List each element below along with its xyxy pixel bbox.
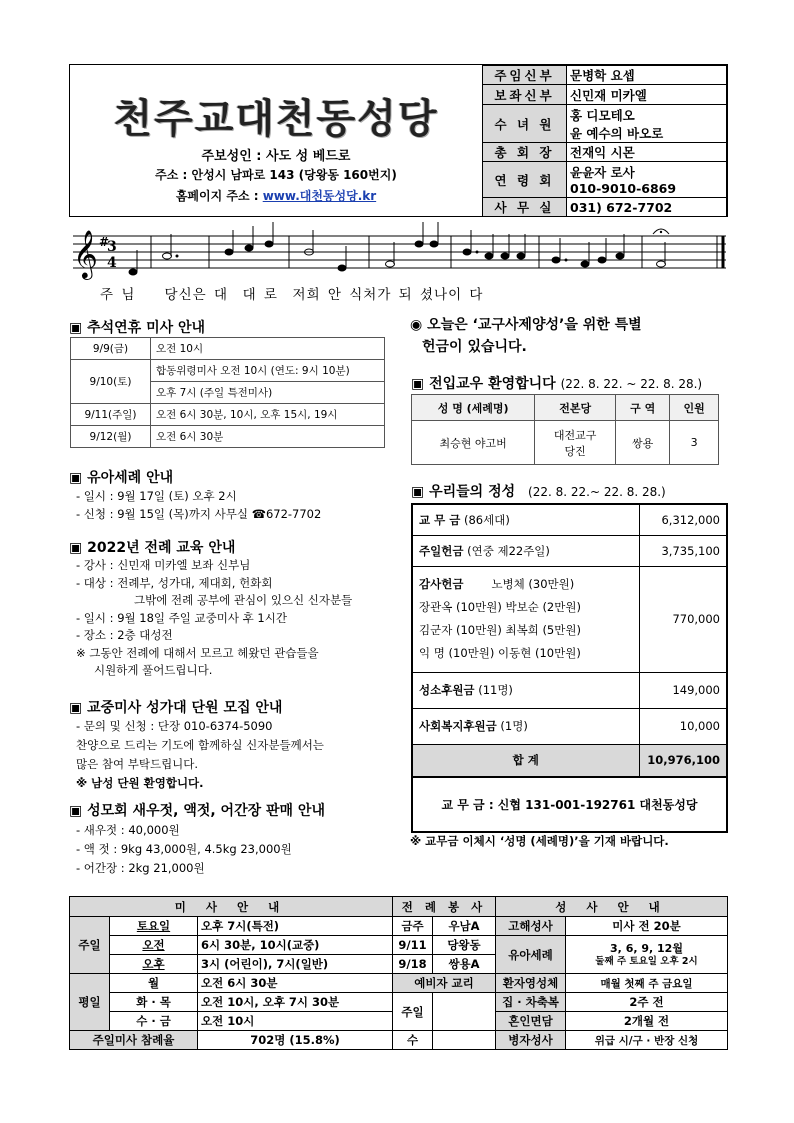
lyrics: 주 님 당신은 대 대 로 저희 안 식처가 되 셨나이 다	[100, 287, 484, 303]
svg-text:4: 4	[107, 255, 117, 271]
offering-title: ▣ 우리들의 정성 (22. 8. 22.~ 22. 8. 28.)	[411, 484, 666, 500]
svg-text:#: #	[99, 235, 110, 249]
liturgy-edu-list: - 강사 : 신민재 미카엘 보좌 신부님 - 대상 : 전례부, 성가대, 제대회, 헌화회 그밖에 전례 공부에 관심이 있으신 신자분들 - 일시 : 9월 18일 주일 교중미사 후 1시간 - 장소 : 2층 대성전 ※ 그동안 전례에 대해서 모르고 헤왔던 관습들을 시원하게 풀어드립니다.	[76, 558, 353, 677]
patron-saint: 주보성인 : 사도 성 베드로	[201, 149, 351, 164]
treble-clef-icon: 𝄞	[73, 229, 98, 278]
staff-table: 주임신부 문병학 요셉 보좌신부 신민재 미카엘 수 녀 원 홍 디모테오 윤 예수의 바오로 총 회 장 전재익 시몬 연 령 회 윤윤자 로사 010-9010-6869 사 무 실 031) 672-7702	[482, 65, 727, 217]
choir-list: - 문의 및 신청 : 단장 010-6374-5090 찬양으로 드리는 기도에 함께하실 신자분들께서는 많은 참여 부탁드립니다. ※ 남성 단원 환영합니다.	[76, 719, 324, 790]
liturgy-edu-title: ▣ 2022년 전례 교육 안내	[69, 540, 236, 556]
special-collection-notice: ◉ 오늘은 ‘교구사제양성’을 위한 특별 헌금이 있습니다.	[410, 317, 642, 355]
sale-title: ▣ 성모회 새우젓, 액젓, 어간장 판매 안내	[69, 803, 325, 819]
sale-list: - 새우젓 : 40,000원 - 액 젓 : 9kg 43,000원, 4.5kg 23,000원 - 어간장 : 2kg 21,000원	[76, 823, 292, 875]
schedule-table: 미 사 안 내 전 례 봉 사 성 사 안 내 주일 토요일 오후 7시(특전) 금주 우남A 고해성사 미사 전 20분 오전 6시 30분, 10시(교중) 9/11 당왕동 유아세례 3, 6, 9, 12월 둘째 주 토요일 오후 2시 오후 3시 (어린이), 7시(일반) 9/18 쌍용A 평일 월 오전 6시 30분 예비자 교리 환자영성체 매월 첫째 주 금요일 화 · 목 오전 10시, 오후 7시 30분 주일 집 · 차축복 2주 전 수 · 금 오전 10시 혼인면담 2개월 전 주일미사 참례율 702명 (15.8%) 수 병자성사 위급 시/구 · 반장 신청	[69, 896, 728, 1050]
chuseok-table: 9/9(금) 오전 10시 9/10(토) 합동위령미사 오전 10시 (연도: 9시 10분) 오후 7시 (주일 특전미사) 9/11(주일) 오전 6시 30분, 10시, 오후 15시, 19시 9/12(월) 오전 6시 30분	[70, 337, 385, 448]
infant-baptism-list: - 일시 : 9월 17일 (토) 오후 2시 - 신청 : 9월 15일 (목)까지 사무실 ☎672-7702	[76, 489, 322, 521]
welcome-table: 성 명 (세례명) 전본당 구 역 인원 최승현 야고버 대전교구 당진 쌍용 3	[411, 394, 719, 465]
svg-text:3: 3	[107, 239, 117, 255]
choir-title: ▣ 교중미사 성가대 단원 모집 안내	[69, 700, 283, 716]
homepage: 홈페이지 주소 : www.대천동성당.kr	[175, 189, 377, 203]
church-title: 천주교대천동성당	[113, 96, 439, 142]
offering-table: 교 무 금 (86세대) 6,312,000 주일헌금 (연중 제22주일) 3,735,100 감사헌금 노병체 (30만원) 장관옥 (10만원) 박보순 (2만원) 김군자 (10만원) 최복희 (5만원) 익 명 (10만원) 이동현 (10만원) 770,000 성소후원금 (11명) 149,000 사회복지후원금 (1명) 10,000 합 계 10,976,100 교 무 금 : 신협 131-001-192761 대천동성당	[411, 503, 728, 833]
welcome-title: ▣ 전입교우 환영합니다 (22. 8. 22. ~ 22. 8. 28.)	[411, 376, 703, 392]
homepage-link[interactable]: www.대천동성당.kr	[262, 189, 377, 203]
offering-note: ※ 교무금 이체시 ‘성명 (세례명)’을 기재 바랍니다.	[410, 834, 669, 848]
chuseok-title: ▣ 추석연휴 미사 안내	[69, 320, 206, 336]
address: 주소 : 안성시 남파로 143 (당왕동 160번지)	[155, 168, 397, 182]
infant-baptism-title: ▣ 유아세례 안내	[69, 470, 174, 486]
header-box	[69, 64, 728, 217]
